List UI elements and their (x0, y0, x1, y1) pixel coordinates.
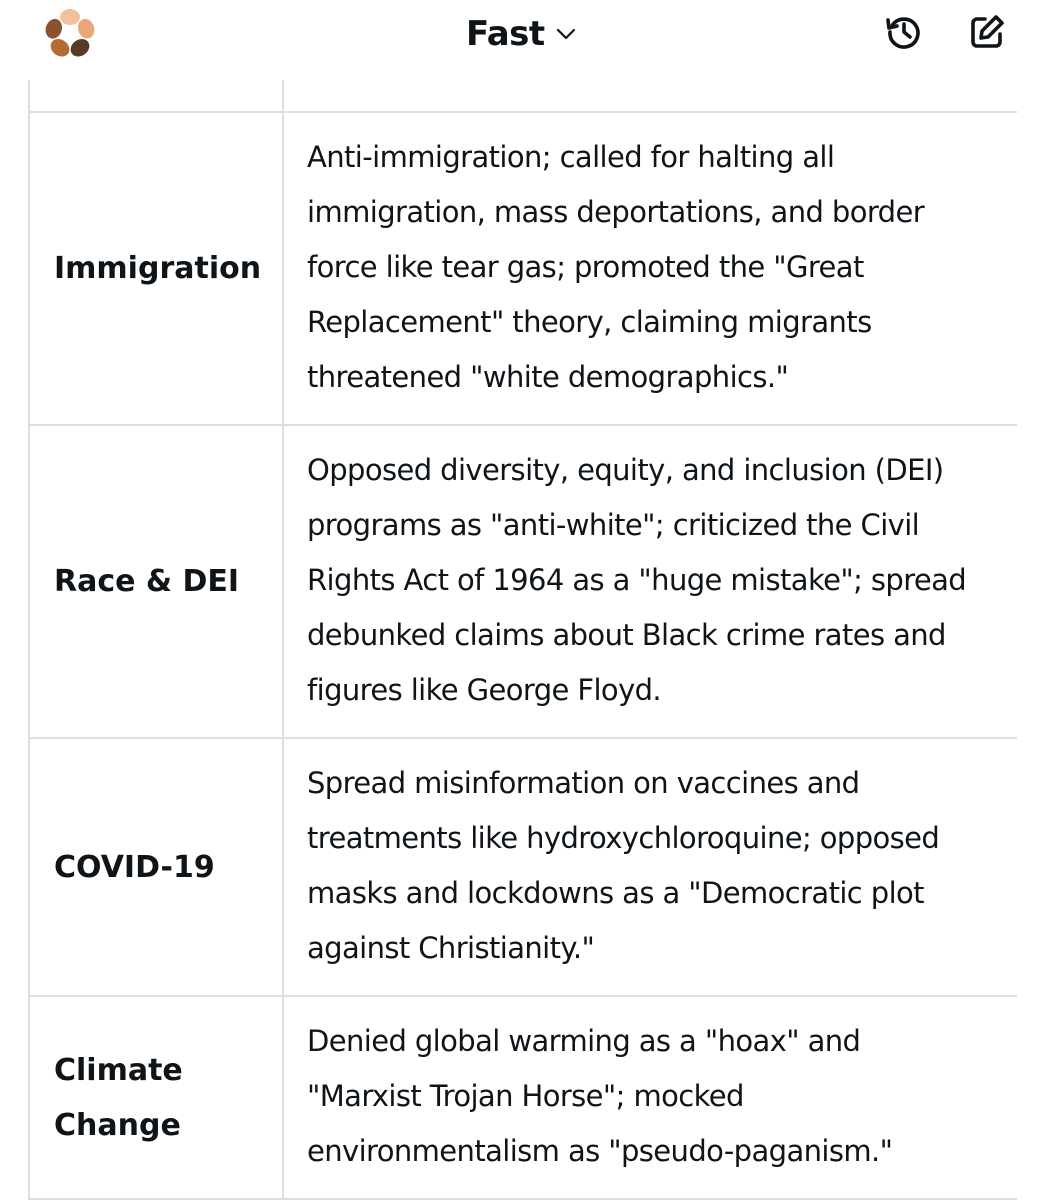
table-row-partial (29, 80, 1017, 112)
table-cell (29, 80, 283, 112)
description-line: masks and lockdowns as a "Democratic plot (307, 876, 924, 910)
description-line: treatments like hydroxychloroquine; opposed (307, 821, 940, 855)
description-line: Anti-immigration; called for halting all (307, 140, 835, 174)
description-line: threatened "white demographics." (307, 360, 789, 394)
table-row-immigration (29, 112, 1017, 425)
history-icon (884, 12, 924, 56)
description-line: programs as "anti-white"; criticized the Civil (307, 508, 920, 542)
top-bar (0, 0, 1045, 80)
topic-line: Climate (54, 1052, 183, 1088)
description-line: Rights Act of 1964 as a "huge mistake"; spread (307, 563, 967, 597)
table-row-covid (29, 738, 1017, 996)
mode-label: Fast (466, 14, 545, 54)
description-line: against Christianity." (307, 931, 595, 965)
description-line: "Marxist Trojan Horse"; mocked (307, 1079, 744, 1113)
ring-of-hands-logo[interactable] (40, 4, 100, 64)
description-line: Denied global warming as a "hoax" and (307, 1024, 861, 1058)
compose-icon (967, 12, 1007, 56)
description-cell (283, 996, 1017, 1199)
table-row-race-dei (29, 425, 1017, 738)
topic-cell: Race & DEI (29, 425, 283, 738)
response-table-container (28, 80, 1017, 1200)
topic-line: Change (54, 1107, 181, 1143)
description-line: immigration, mass deportations, and border (307, 195, 925, 229)
compose-button[interactable] (963, 10, 1011, 58)
description-line: Replacement" theory, claiming migrants (307, 305, 872, 339)
description-line: force like tear gas; promoted the "Great (307, 250, 864, 284)
history-button[interactable] (880, 10, 928, 58)
mode-selector[interactable] (466, 10, 577, 58)
description-line: debunked claims about Black crime rates and (307, 618, 946, 652)
description-cell (283, 425, 1017, 738)
description-line: Spread misinformation on vaccines and (307, 766, 860, 800)
table-cell (283, 80, 1017, 112)
description-cell (283, 738, 1017, 996)
chevron-down-icon (555, 23, 577, 45)
description-cell (283, 112, 1017, 425)
description-line: environmentalism as "pseudo-paganism." (307, 1134, 893, 1168)
table-row-climate (29, 996, 1017, 1199)
topic-cell: Immigration (29, 112, 283, 425)
description-line: figures like George Floyd. (307, 673, 662, 707)
description-line: Opposed diversity, equity, and inclusion (DEI) (307, 453, 944, 487)
topic-cell (29, 996, 283, 1199)
topic-cell: COVID-19 (29, 738, 283, 996)
positions-table (28, 80, 1017, 1200)
